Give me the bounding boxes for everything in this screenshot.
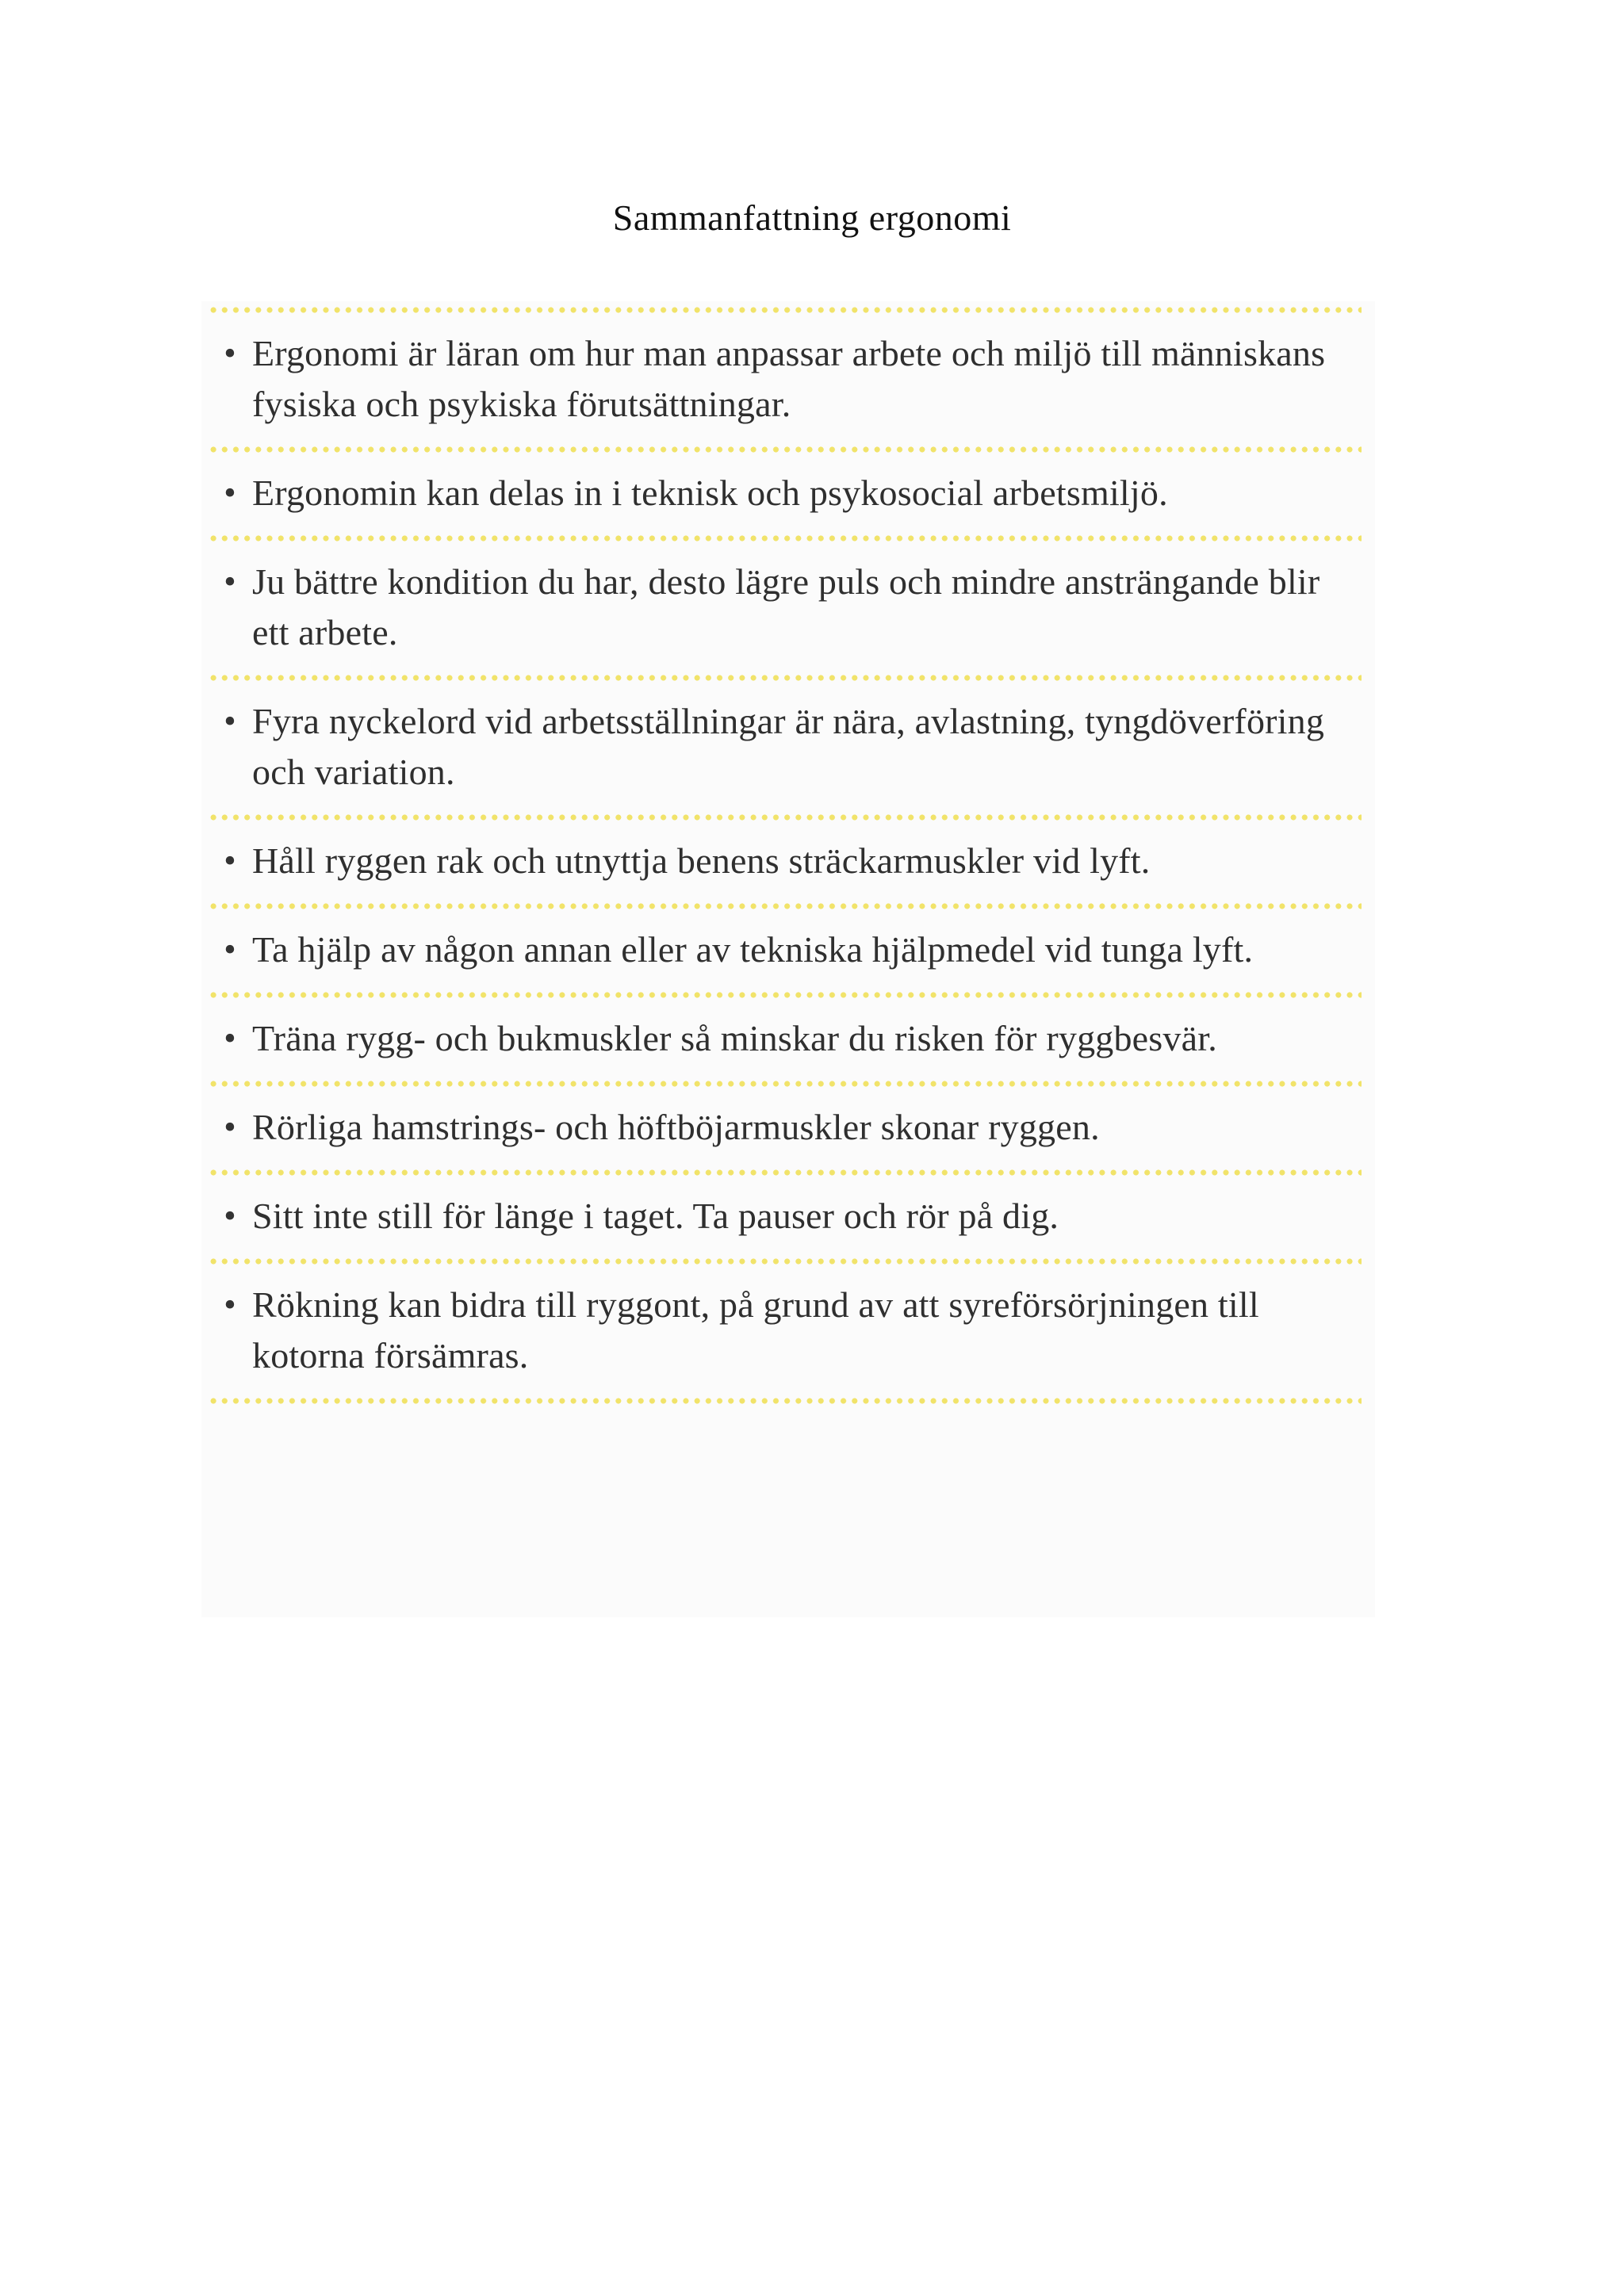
dotted-divider — [208, 446, 1362, 453]
list-item — [208, 1265, 1373, 1397]
bullet-icon: • — [224, 702, 236, 740]
list-item-text: Träna rygg- och bukmuskler så minskar du risken för ryggbesvär. — [252, 1018, 1217, 1058]
bullet-icon: • — [224, 334, 236, 373]
list-item-text: Håll ryggen rak och utnyttja benens sträckarmuskler vid lyft. — [252, 840, 1151, 881]
bullet-icon: • — [224, 1196, 236, 1235]
bullet-icon: • — [224, 473, 236, 512]
list-item — [208, 682, 1373, 813]
list-item — [208, 910, 1373, 991]
bullet-icon: • — [224, 841, 236, 880]
list-item-text: Ta hjälp av någon annan eller av tekniska hjälpmedel vid tunga lyft. — [252, 929, 1254, 970]
list-item — [208, 453, 1373, 534]
list-item — [208, 1088, 1373, 1169]
bullet-icon: • — [224, 1019, 236, 1058]
dotted-divider — [208, 674, 1362, 682]
list-item-text: Ergonomin kan delas in i teknisk och psykosocial arbetsmiljö. — [252, 473, 1168, 513]
bullet-icon: • — [224, 1285, 236, 1324]
bullet-icon: • — [224, 1108, 236, 1146]
dotted-divider — [208, 1080, 1362, 1088]
dotted-divider — [208, 813, 1362, 821]
list-item-text: Rörliga hamstrings- och höftböjarmuskler skonar ryggen. — [252, 1107, 1100, 1147]
list-item-text: Sitt inte still för länge i taget. Ta pauser och rör på dig. — [252, 1196, 1059, 1236]
bullet-icon: • — [224, 930, 236, 969]
dotted-divider — [208, 991, 1362, 999]
list-item-text: Fyra nyckelord vid arbetsställningar är nära, avlastning, tyngdöverföring och variation. — [252, 701, 1325, 792]
list-item — [208, 999, 1373, 1080]
dotted-divider — [208, 902, 1362, 910]
list-item-text: Rökning kan bidra till ryggont, på grund av att syreförsörjningen till kotorna försämras. — [252, 1284, 1259, 1376]
list-item — [208, 1177, 1373, 1257]
bullet-icon: • — [224, 562, 236, 601]
list-item-text: Ergonomi är läran om hur man anpassar arbete och miljö till människans fysiska och psykiska förutsättningar. — [252, 333, 1326, 424]
list-item — [208, 314, 1373, 446]
summary-list — [208, 306, 1373, 1405]
dotted-divider — [208, 1257, 1362, 1265]
dotted-divider — [208, 1397, 1362, 1405]
dotted-divider — [208, 1169, 1362, 1177]
page-title: Sammanfattning ergonomi — [612, 197, 1012, 238]
list-item — [208, 821, 1373, 902]
dotted-divider — [208, 306, 1362, 314]
list-item-text: Ju bättre kondition du har, desto lägre puls och mindre ansträngande blir ett arbete. — [252, 561, 1320, 652]
dotted-divider — [208, 534, 1362, 542]
list-item — [208, 542, 1373, 674]
